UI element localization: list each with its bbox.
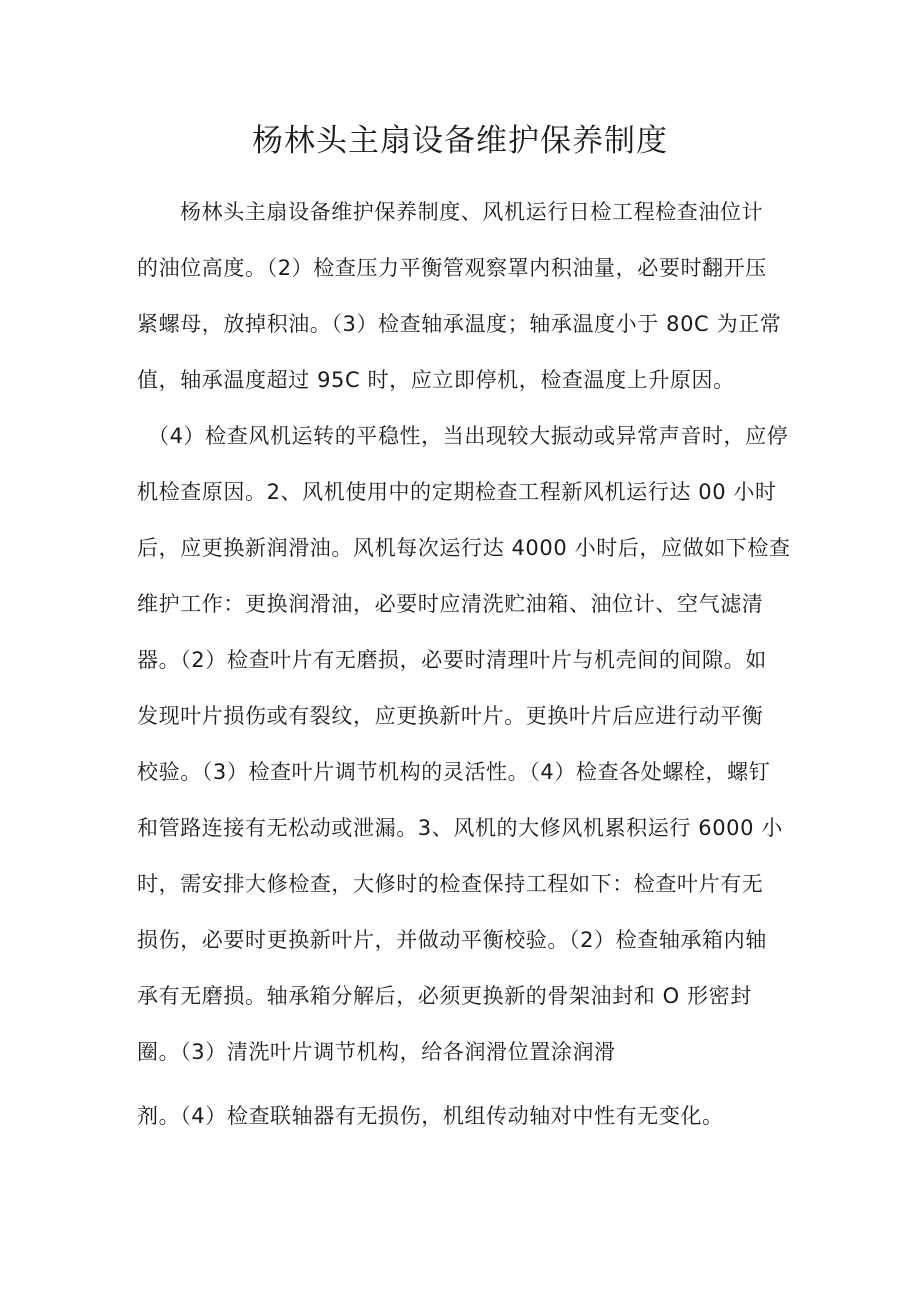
paragraph-line: 发现叶片损伤或有裂纹，应更换新叶片。更换叶片后应进行动平衡 — [137, 704, 764, 728]
paragraph-line: 杨林头主扇设备维护保养制度、风机运行日检工程检查油位计 — [180, 200, 764, 224]
paragraph-line: 器。（2）检查叶片有无磨损，必要时清理叶片与机壳间的间隙。如 — [137, 648, 767, 672]
paragraph-line: 维护工作：更换润滑油，必要时应清洗贮油箱、油位计、空气滤清 — [137, 592, 764, 616]
paragraph-line: 损伤，必要时更换新叶片，并做动平衡校验。（2）检查轴承箱内轴 — [137, 928, 767, 952]
paragraph-line: 后，应更换新润滑油。风机每次运行达 4000 小时后，应做如下检查 — [137, 536, 791, 560]
paragraph-line: 紧螺母，放掉积油。（3）检查轴承温度；轴承温度小于 80C 为正常 — [137, 312, 782, 336]
paragraph-line: （4）检查风机运转的平稳性，当出现较大振动或异常声音时，应停 — [148, 424, 789, 448]
paragraph-line: 和管路连接有无松动或泄漏。3、风机的大修风机累积运行 6000 小 — [137, 816, 783, 840]
paragraph-line: 校验。（3）检查叶片调节机构的灵活性。（4）检查各处螺栓，螺钉 — [137, 760, 771, 784]
paragraph-line: 承有无磨损。轴承箱分解后，必须更换新的骨架油封和 O 形密封 — [137, 984, 752, 1008]
paragraph-line: 机检查原因。2、风机使用中的定期检查工程新风机运行达 00 小时 — [137, 480, 777, 504]
paragraph-line: 圈。（3）清洗叶片调节机构，给各润滑位置涂润滑 — [137, 1040, 616, 1064]
paragraph-line: 值，轴承温度超过 95C 时，应立即停机，检查温度上升原因。 — [137, 368, 735, 392]
paragraph-line: 时，需安排大修检查，大修时的检查保持工程如下：检查叶片有无 — [137, 872, 764, 896]
paragraph-line: 的油位高度。（2）检查压力平衡管观察罩内积油量，必要时翻开压 — [137, 256, 767, 280]
paragraph-line: 剂。（4）检查联轴器有无损伤，机组传动轴对中性有无变化。 — [137, 1104, 724, 1128]
document-title: 杨林头主扇设备维护保养制度 — [252, 123, 668, 159]
